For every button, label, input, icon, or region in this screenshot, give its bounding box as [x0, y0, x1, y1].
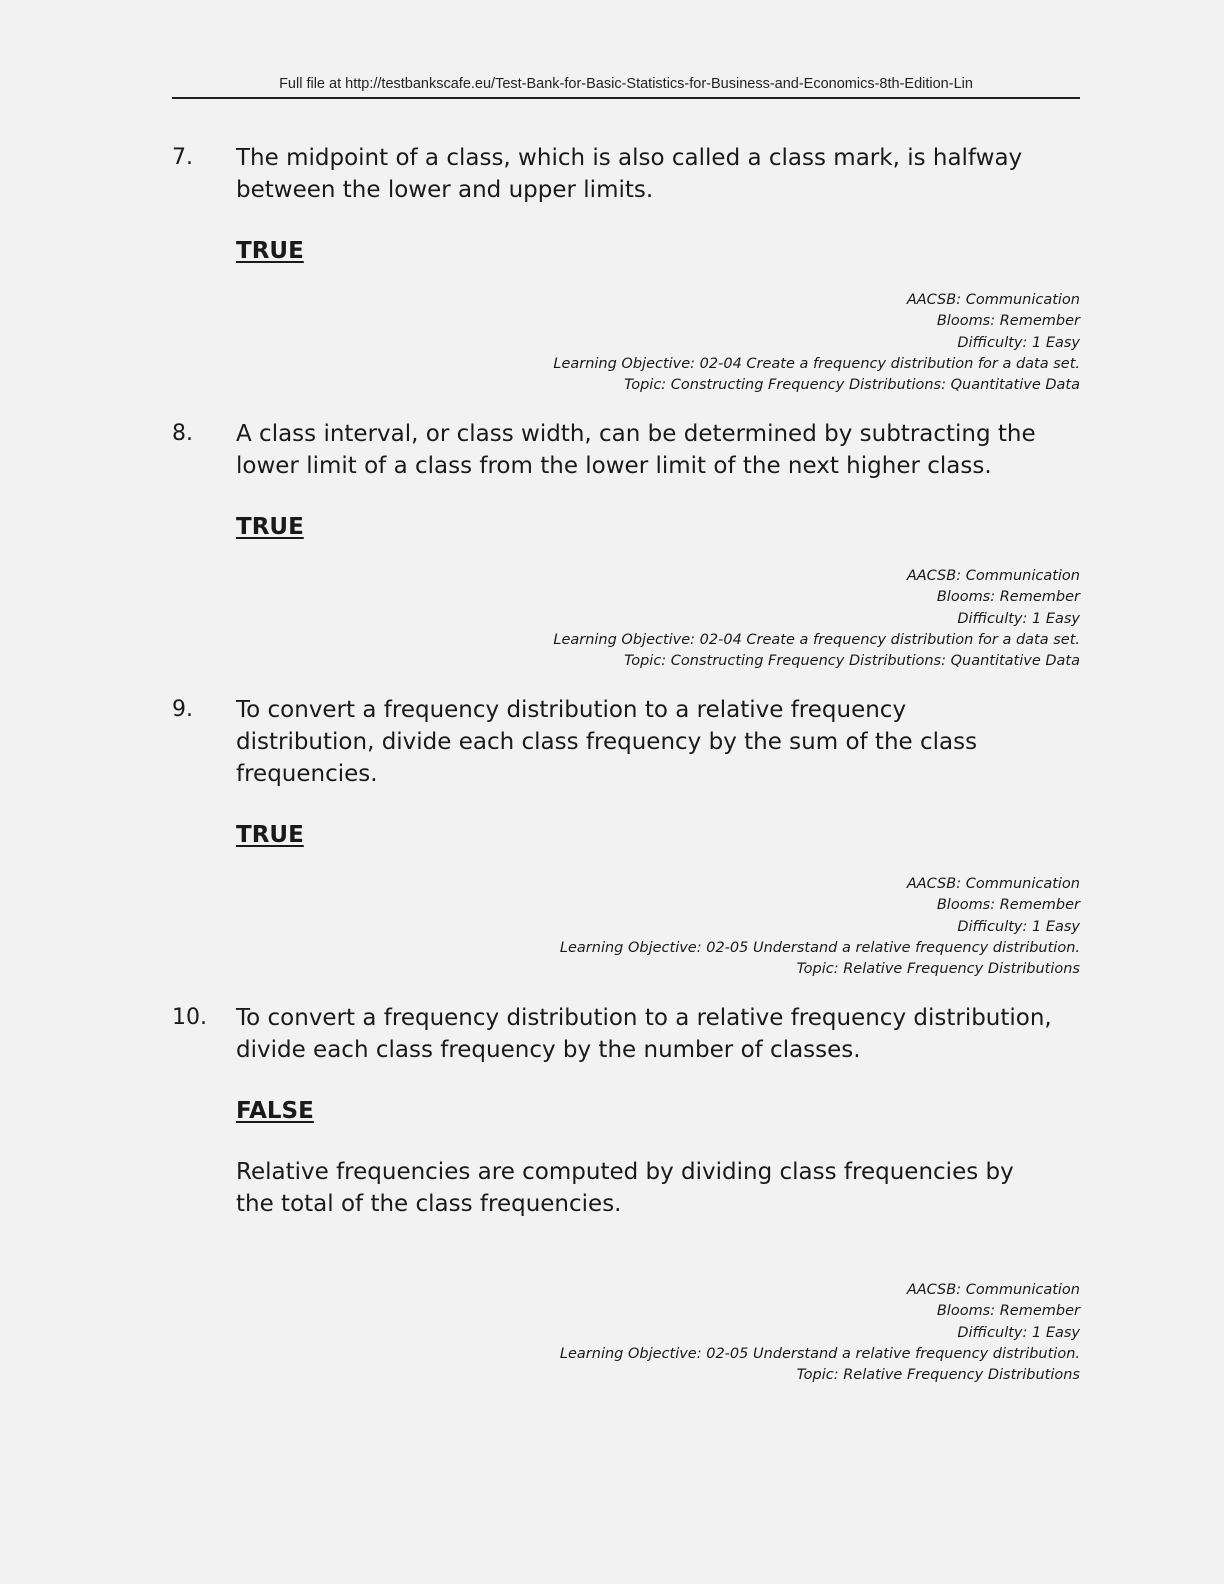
meta-aacsb: AACSB: Communication [906, 1282, 1080, 1298]
question-text: A class interval, or class width, can be determined by subtracting the lower limit of a class from the lower limit of the next higher class. [236, 421, 1036, 479]
meta-topic: Topic: Constructing Frequency Distributions: Quantitative Data [624, 377, 1080, 394]
meta-aacsb: AACSB: Communication [906, 568, 1080, 584]
answer-label: TRUE [236, 822, 304, 848]
meta-blooms: Blooms: Remember [936, 589, 1080, 606]
answer-explanation: Relative frequencies are computed by dividing class frequencies by the total of the class frequencies. [236, 1159, 1014, 1217]
question-number: 8. [172, 421, 193, 446]
meta-objective: Learning Objective: 02-05 Understand a relative frequency distribution. [559, 1345, 1080, 1362]
question-text: To convert a frequency distribution to a relative frequency distribution, divide each class frequency by the number of classes. [236, 1005, 1052, 1063]
question-metadata [553, 566, 1080, 672]
answer-label: TRUE [236, 238, 304, 264]
meta-topic: Topic: Constructing Frequency Distributions: Quantitative Data [624, 653, 1080, 670]
meta-difficulty: Difficulty: 1 Easy [957, 918, 1080, 935]
meta-topic: Topic: Relative Frequency Distributions [796, 1367, 1080, 1384]
question-8 [172, 418, 1080, 542]
meta-blooms: Blooms: Remember [936, 313, 1080, 330]
meta-objective: Learning Objective: 02-05 Understand a relative frequency distribution. [559, 939, 1080, 956]
meta-aacsb: AACSB: Communication [906, 876, 1080, 892]
meta-blooms: Blooms: Remember [936, 1303, 1080, 1320]
question-text: To convert a frequency distribution to a relative frequency distribution, divide each class frequency by the sum of the class frequencies. [236, 697, 978, 787]
question-metadata [560, 1280, 1080, 1386]
answer-label: TRUE [236, 514, 304, 540]
question-metadata [553, 290, 1080, 396]
question-text: The midpoint of a class, which is also called a class mark, is halfway between the lower and upper limits. [236, 145, 1023, 203]
question-number: 7. [172, 145, 193, 170]
page-header: Full file at http://testbankscafe.eu/Test-Bank-for-Basic-Statistics-for-Business-and-Economics-8th-Edition-Lin [172, 73, 1080, 99]
meta-difficulty: Difficulty: 1 Easy [957, 334, 1080, 351]
question-10 [172, 1002, 1080, 1220]
meta-difficulty: Difficulty: 1 Easy [957, 1324, 1080, 1341]
question-number: 10. [172, 1005, 207, 1030]
meta-objective: Learning Objective: 02-04 Create a frequency distribution for a data set. [553, 631, 1080, 648]
question-number: 9. [172, 697, 193, 722]
question-7 [172, 142, 1080, 266]
question-metadata [560, 874, 1080, 980]
meta-topic: Topic: Relative Frequency Distributions [796, 961, 1080, 978]
meta-objective: Learning Objective: 02-04 Create a frequency distribution for a data set. [553, 355, 1080, 372]
meta-difficulty: Difficulty: 1 Easy [957, 610, 1080, 627]
question-9 [172, 694, 1080, 850]
meta-blooms: Blooms: Remember [936, 897, 1080, 914]
answer-label: FALSE [236, 1098, 314, 1124]
meta-aacsb: AACSB: Communication [906, 292, 1080, 308]
